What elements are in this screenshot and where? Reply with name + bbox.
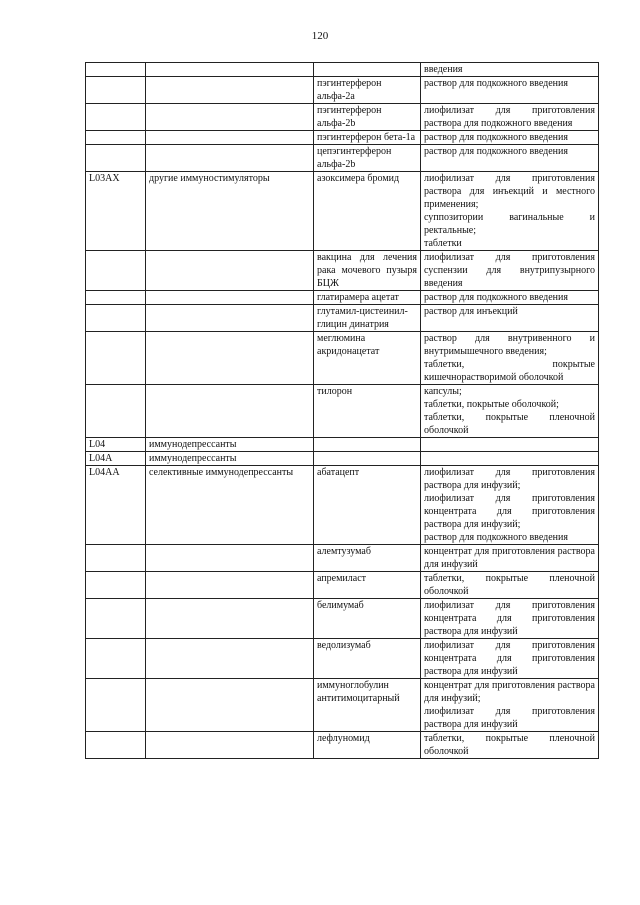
group-name-cell (146, 77, 314, 104)
dosage-forms-cell (421, 145, 599, 172)
drug-name-cell (314, 452, 421, 466)
drug-name-cell: алемтузумаб (314, 545, 421, 572)
group-name-cell (146, 545, 314, 572)
dosage-form-line: лиофилизат для приготовления раствора для инъекций и местного применения; (424, 173, 595, 210)
dosage-form-line: суппозитории вагинальные и ректальные; (424, 212, 595, 236)
dosage-forms-cell (421, 732, 599, 759)
table-row (86, 63, 599, 77)
atc-code-cell (86, 639, 146, 679)
table-row (86, 251, 599, 291)
dosage-forms-cell (421, 545, 599, 572)
atc-code-cell (86, 305, 146, 332)
drug-name-cell: лефлуномид (314, 732, 421, 759)
group-name-cell: иммунодепрессанты (146, 452, 314, 466)
drug-name-cell: ведолизумаб (314, 639, 421, 679)
group-name-cell (146, 63, 314, 77)
atc-code-cell (86, 104, 146, 131)
drug-name-cell: азоксимера бромид (314, 172, 421, 251)
group-name-cell: селективные иммунодепрессанты (146, 466, 314, 545)
drug-name-cell: цепэгинтерферон альфа-2b (314, 145, 421, 172)
dosage-forms-cell (421, 438, 599, 452)
dosage-form-line: лиофилизат для приготовления концентрата для приготовления раствора для инфузий (424, 600, 595, 637)
drug-name-cell: меглюмина акридонацетат (314, 332, 421, 385)
atc-code-cell (86, 251, 146, 291)
group-name-cell (146, 679, 314, 732)
atc-code-cell: L04A (86, 452, 146, 466)
group-name-cell (146, 599, 314, 639)
dosage-form-line: раствор для подкожного введения (424, 292, 568, 303)
atc-code-cell (86, 599, 146, 639)
dosage-forms-cell (421, 466, 599, 545)
atc-code-cell (86, 385, 146, 438)
dosage-form-line: раствор для внутривенного и внутримышечного введения; (424, 333, 595, 357)
table-row (86, 438, 599, 452)
dosage-forms-cell (421, 104, 599, 131)
dosage-forms-cell (421, 599, 599, 639)
drug-name-cell: белимумаб (314, 599, 421, 639)
dosage-forms-cell (421, 385, 599, 438)
table-row (86, 639, 599, 679)
group-name-cell (146, 145, 314, 172)
atc-code-cell (86, 679, 146, 732)
dosage-form-line: таблетки, покрытые оболочкой; (424, 399, 559, 410)
group-name-cell (146, 104, 314, 131)
dosage-form-line: раствор для подкожного введения (424, 146, 568, 157)
atc-code-cell (86, 77, 146, 104)
group-name-cell (146, 131, 314, 145)
dosage-form-line: раствор для инъекций (424, 306, 518, 317)
drug-name-cell: абатацепт (314, 466, 421, 545)
dosage-form-line: лиофилизат для приготовления концентрата для приготовления раствора для инфузий (424, 640, 595, 677)
dosage-forms-cell (421, 332, 599, 385)
drug-name-cell: пэгинтерферон альфа-2b (314, 104, 421, 131)
page-number: 120 (311, 30, 329, 42)
dosage-form-line: лиофилизат для приготовления раствора для подкожного введения (424, 105, 595, 129)
dosage-form-line: таблетки, покрытые пленочной оболочкой (424, 733, 595, 757)
dosage-form-line: таблетки, покрытые кишечнорастворимой оболочкой (424, 359, 595, 383)
dosage-form-line: таблетки, покрытые пленочной оболочкой (424, 412, 595, 436)
table-row (86, 679, 599, 732)
dosage-forms-cell (421, 639, 599, 679)
dosage-forms-cell (421, 572, 599, 599)
dosage-form-line: концентрат для приготовления раствора для инфузий; (424, 680, 595, 704)
table-row (86, 77, 599, 104)
group-name-cell (146, 732, 314, 759)
dosage-form-line: раствор для подкожного введения (424, 132, 568, 143)
dosage-forms-cell (421, 131, 599, 145)
atc-code-cell (86, 291, 146, 305)
table-row (86, 291, 599, 305)
atc-code-cell (86, 545, 146, 572)
table-row (86, 104, 599, 131)
group-name-cell (146, 251, 314, 291)
drug-name-cell (314, 63, 421, 77)
group-name-cell (146, 291, 314, 305)
drug-name-cell: апремиласт (314, 572, 421, 599)
atc-code-cell (86, 332, 146, 385)
dosage-form-line: введения (424, 64, 463, 75)
table-row (86, 145, 599, 172)
group-name-cell: иммунодепрессанты (146, 438, 314, 452)
dosage-forms-cell (421, 63, 599, 77)
atc-code-cell (86, 131, 146, 145)
group-name-cell (146, 305, 314, 332)
atc-code-cell: L04AA (86, 466, 146, 545)
group-name-cell: другие иммуностимуляторы (146, 172, 314, 251)
drug-name-cell: пэгинтерферон бета-1a (314, 131, 421, 145)
dosage-form-line: лиофилизат для приготовления суспензии для внутрипузырного введения (424, 252, 595, 289)
drug-name-cell: вакцина для лечения рака мочевого пузыря БЦЖ (314, 251, 421, 291)
group-name-cell (146, 572, 314, 599)
dosage-form-line: лиофилизат для приготовления раствора для инфузий; (424, 467, 595, 491)
table-row (86, 452, 599, 466)
dosage-form-line: раствор для подкожного введения (424, 532, 568, 543)
table-row (86, 332, 599, 385)
dosage-form-line: раствор для подкожного введения (424, 78, 568, 89)
table-row (86, 385, 599, 438)
drug-name-cell (314, 438, 421, 452)
drug-name-cell: тилорон (314, 385, 421, 438)
atc-code-cell: L04 (86, 438, 146, 452)
dosage-forms-cell (421, 291, 599, 305)
atc-code-cell: L03AX (86, 172, 146, 251)
dosage-forms-cell (421, 452, 599, 466)
table-row (86, 131, 599, 145)
drug-table (85, 62, 599, 759)
table-row (86, 545, 599, 572)
drug-name-cell: пэгинтерферон альфа-2a (314, 77, 421, 104)
table-row (86, 599, 599, 639)
dosage-form-line: капсулы; (424, 386, 462, 397)
table-row (86, 172, 599, 251)
group-name-cell (146, 332, 314, 385)
drug-name-cell: иммуноглобулин антитимоцитарный (314, 679, 421, 732)
table-row (86, 572, 599, 599)
group-name-cell (146, 385, 314, 438)
group-name-cell (146, 639, 314, 679)
drug-name-cell: глатирамера ацетат (314, 291, 421, 305)
dosage-forms-cell (421, 77, 599, 104)
atc-code-cell (86, 732, 146, 759)
atc-code-cell (86, 572, 146, 599)
dosage-form-line: концентрат для приготовления раствора для инфузий (424, 546, 595, 570)
dosage-form-line: таблетки (424, 238, 462, 249)
dosage-form-line: таблетки, покрытые пленочной оболочкой (424, 573, 595, 597)
atc-code-cell (86, 145, 146, 172)
table-row (86, 305, 599, 332)
dosage-forms-cell (421, 305, 599, 332)
drug-table-body (86, 63, 599, 759)
atc-code-cell (86, 63, 146, 77)
table-row (86, 732, 599, 759)
dosage-form-line: лиофилизат для приготовления раствора для инфузий (424, 706, 595, 730)
drug-name-cell: глутамил-цистеинил-глицин динатрия (314, 305, 421, 332)
dosage-forms-cell (421, 251, 599, 291)
table-row (86, 466, 599, 545)
dosage-forms-cell (421, 679, 599, 732)
dosage-forms-cell (421, 172, 599, 251)
dosage-form-line: лиофилизат для приготовления концентрата для приготовления раствора для инфузий; (424, 493, 595, 530)
